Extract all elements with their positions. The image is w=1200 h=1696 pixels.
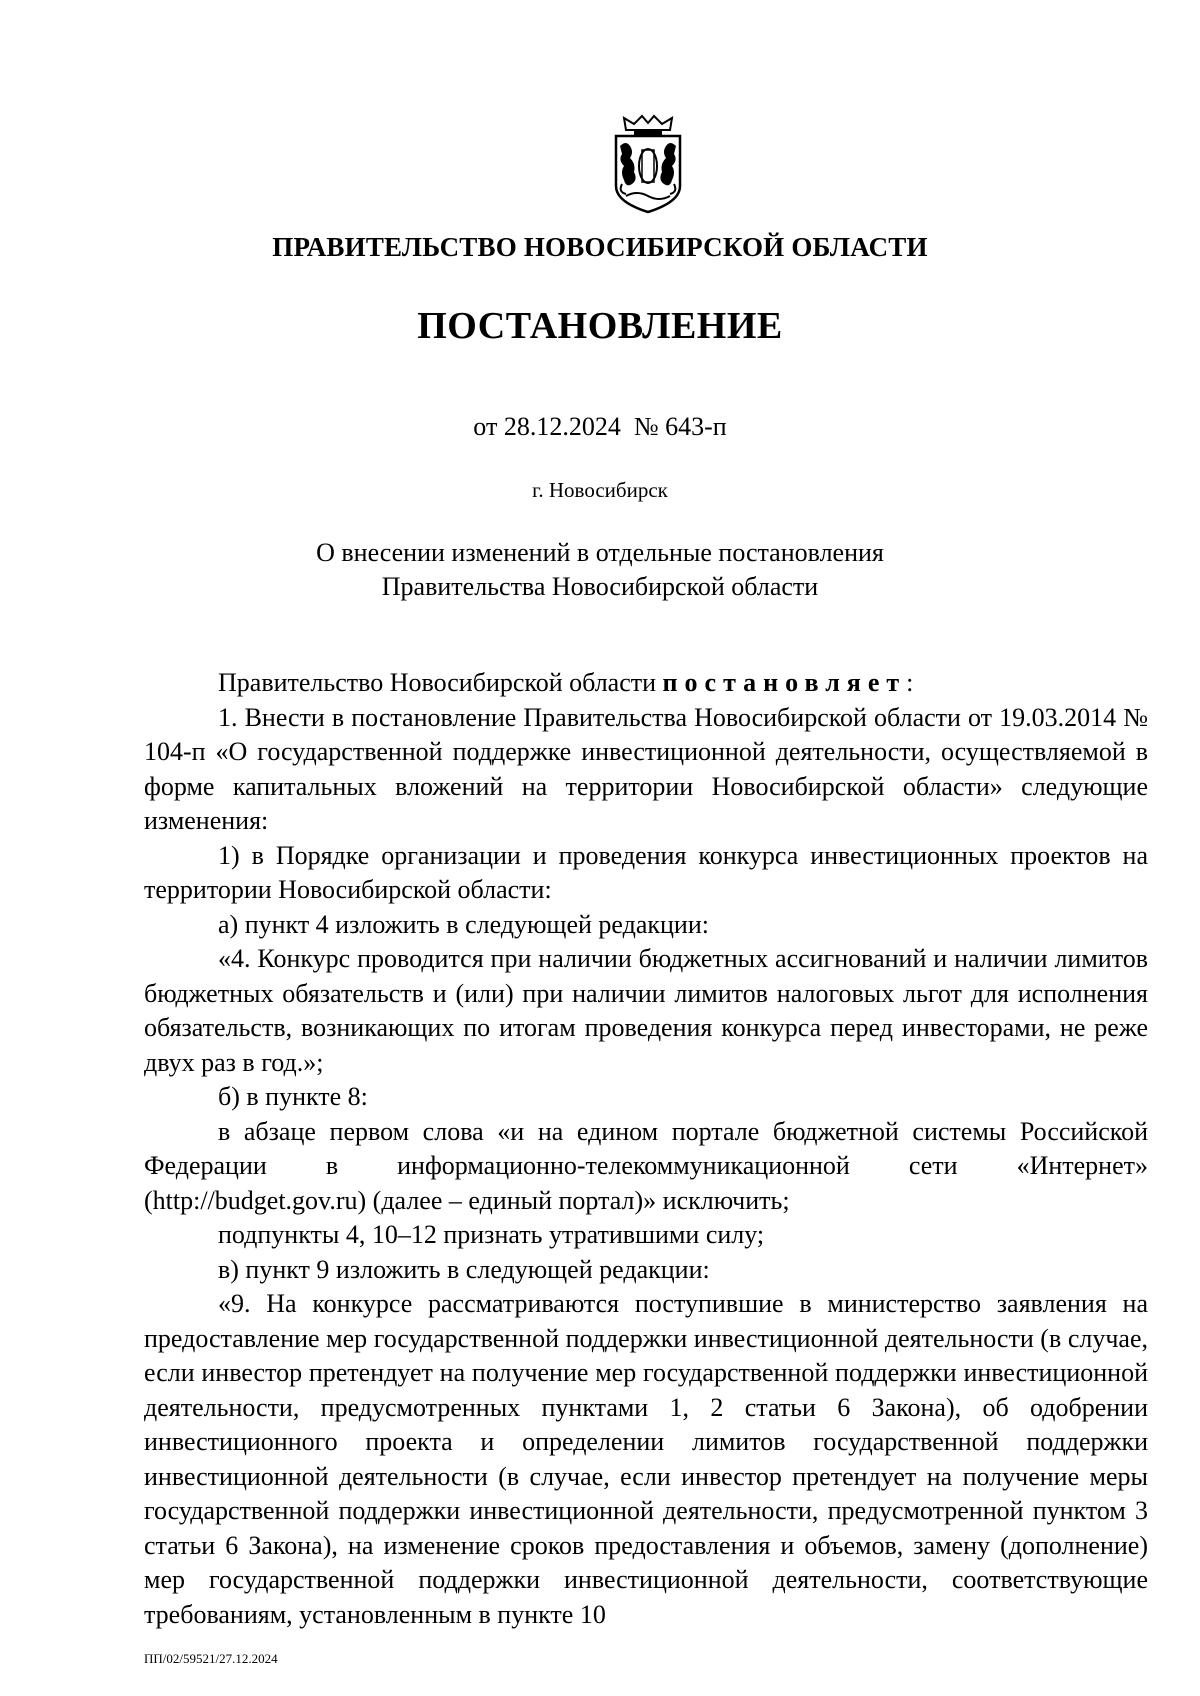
body-paragraph: в) пункт 9 изложить в следующей редакции: <box>218 1254 710 1284</box>
intro-lead: Правительство Новосибирской области <box>218 668 663 697</box>
document-type-title: ПОСТАНОВЛЕНИЕ <box>417 305 783 347</box>
body-paragraph: 1) в Порядке организации и проведения конкурса инвестиционных проектов на территории Новосибирской области: <box>144 840 1148 904</box>
document-registration-code: ПП/02/59521/27.12.2024 <box>144 1651 278 1666</box>
document-body <box>144 666 1148 1632</box>
government-title: ПРАВИТЕЛЬСТВО НОВОСИБИРСКОЙ ОБЛАСТИ <box>272 232 928 262</box>
intro-tail: : <box>906 668 914 697</box>
body-paragraph: в абзаце первом слова «и на едином портале бюджетной системы Российской Федерации в информационно-телекоммуникационной сети «Интернет» (http://budget.gov.ru) (далее – единый портал)» исключить; <box>144 1116 1148 1215</box>
subject-line-1: О внесении изменений в отдельные постановления <box>316 538 884 567</box>
body-paragraph: «9. На конкурсе рассматриваются поступившие в министерство заявления на предоставление мер государственной поддержки инвестиционной деятельности (в случае, если инвестор претендует на получение мер государственной поддержки инвестиционной деятельности, предусмотренных пунктами 1, 2 статьи 6 Закона), об одобрении инвестиционного проекта и определении лимитов государственной поддержки инвестиционной деятельности (в случае, если инвестор претендует на получение меры государственной поддержки инвестиционной деятельности, предусмотренной пунктом 3 статьи 6 Закона), на изменение сроков предоставления и объемов, замену (дополнение) мер государственной поддержки инвестиционной деятельности, соответствующие требованиям, установленным в пункте 10 <box>144 1289 1148 1629</box>
subject-line-2: Правительства Новосибирской области <box>381 572 819 601</box>
body-paragraph: «4. Конкурс проводится при наличии бюджетных ассигнований и наличии лимитов бюджетных обязательств и (или) при наличии лимитов налоговых льгот для исполнения обязательств, возникающих по итогам проведения конкурса перед инвесторами, не реже двух раз в год.»; <box>144 944 1148 1077</box>
body-paragraph: 1. Внести в постановление Правительства Новосибирской области от 19.03.2014 № 104-п «О государственной поддержке инвестиционной деятельности, осуществляемой в форме капитальных вложений на территории Новосибирской области» следующие изменения: <box>144 702 1148 835</box>
body-paragraph: б) в пункте 8: <box>218 1082 368 1111</box>
document-city: г. Новосибирск <box>532 478 668 502</box>
intro-paragraph <box>144 666 1148 701</box>
coat-of-arms-icon <box>604 112 692 216</box>
intro-decree-verb: постановляет <box>662 668 907 697</box>
body-paragraph: подпункты 4, 10–12 признать утратившими силу; <box>218 1220 765 1249</box>
document-date-number: от 28.12.2024 № 643-п <box>473 412 727 441</box>
body-paragraph: а) пункт 4 изложить в следующей редакции: <box>218 909 709 939</box>
document-subject <box>200 536 1000 604</box>
